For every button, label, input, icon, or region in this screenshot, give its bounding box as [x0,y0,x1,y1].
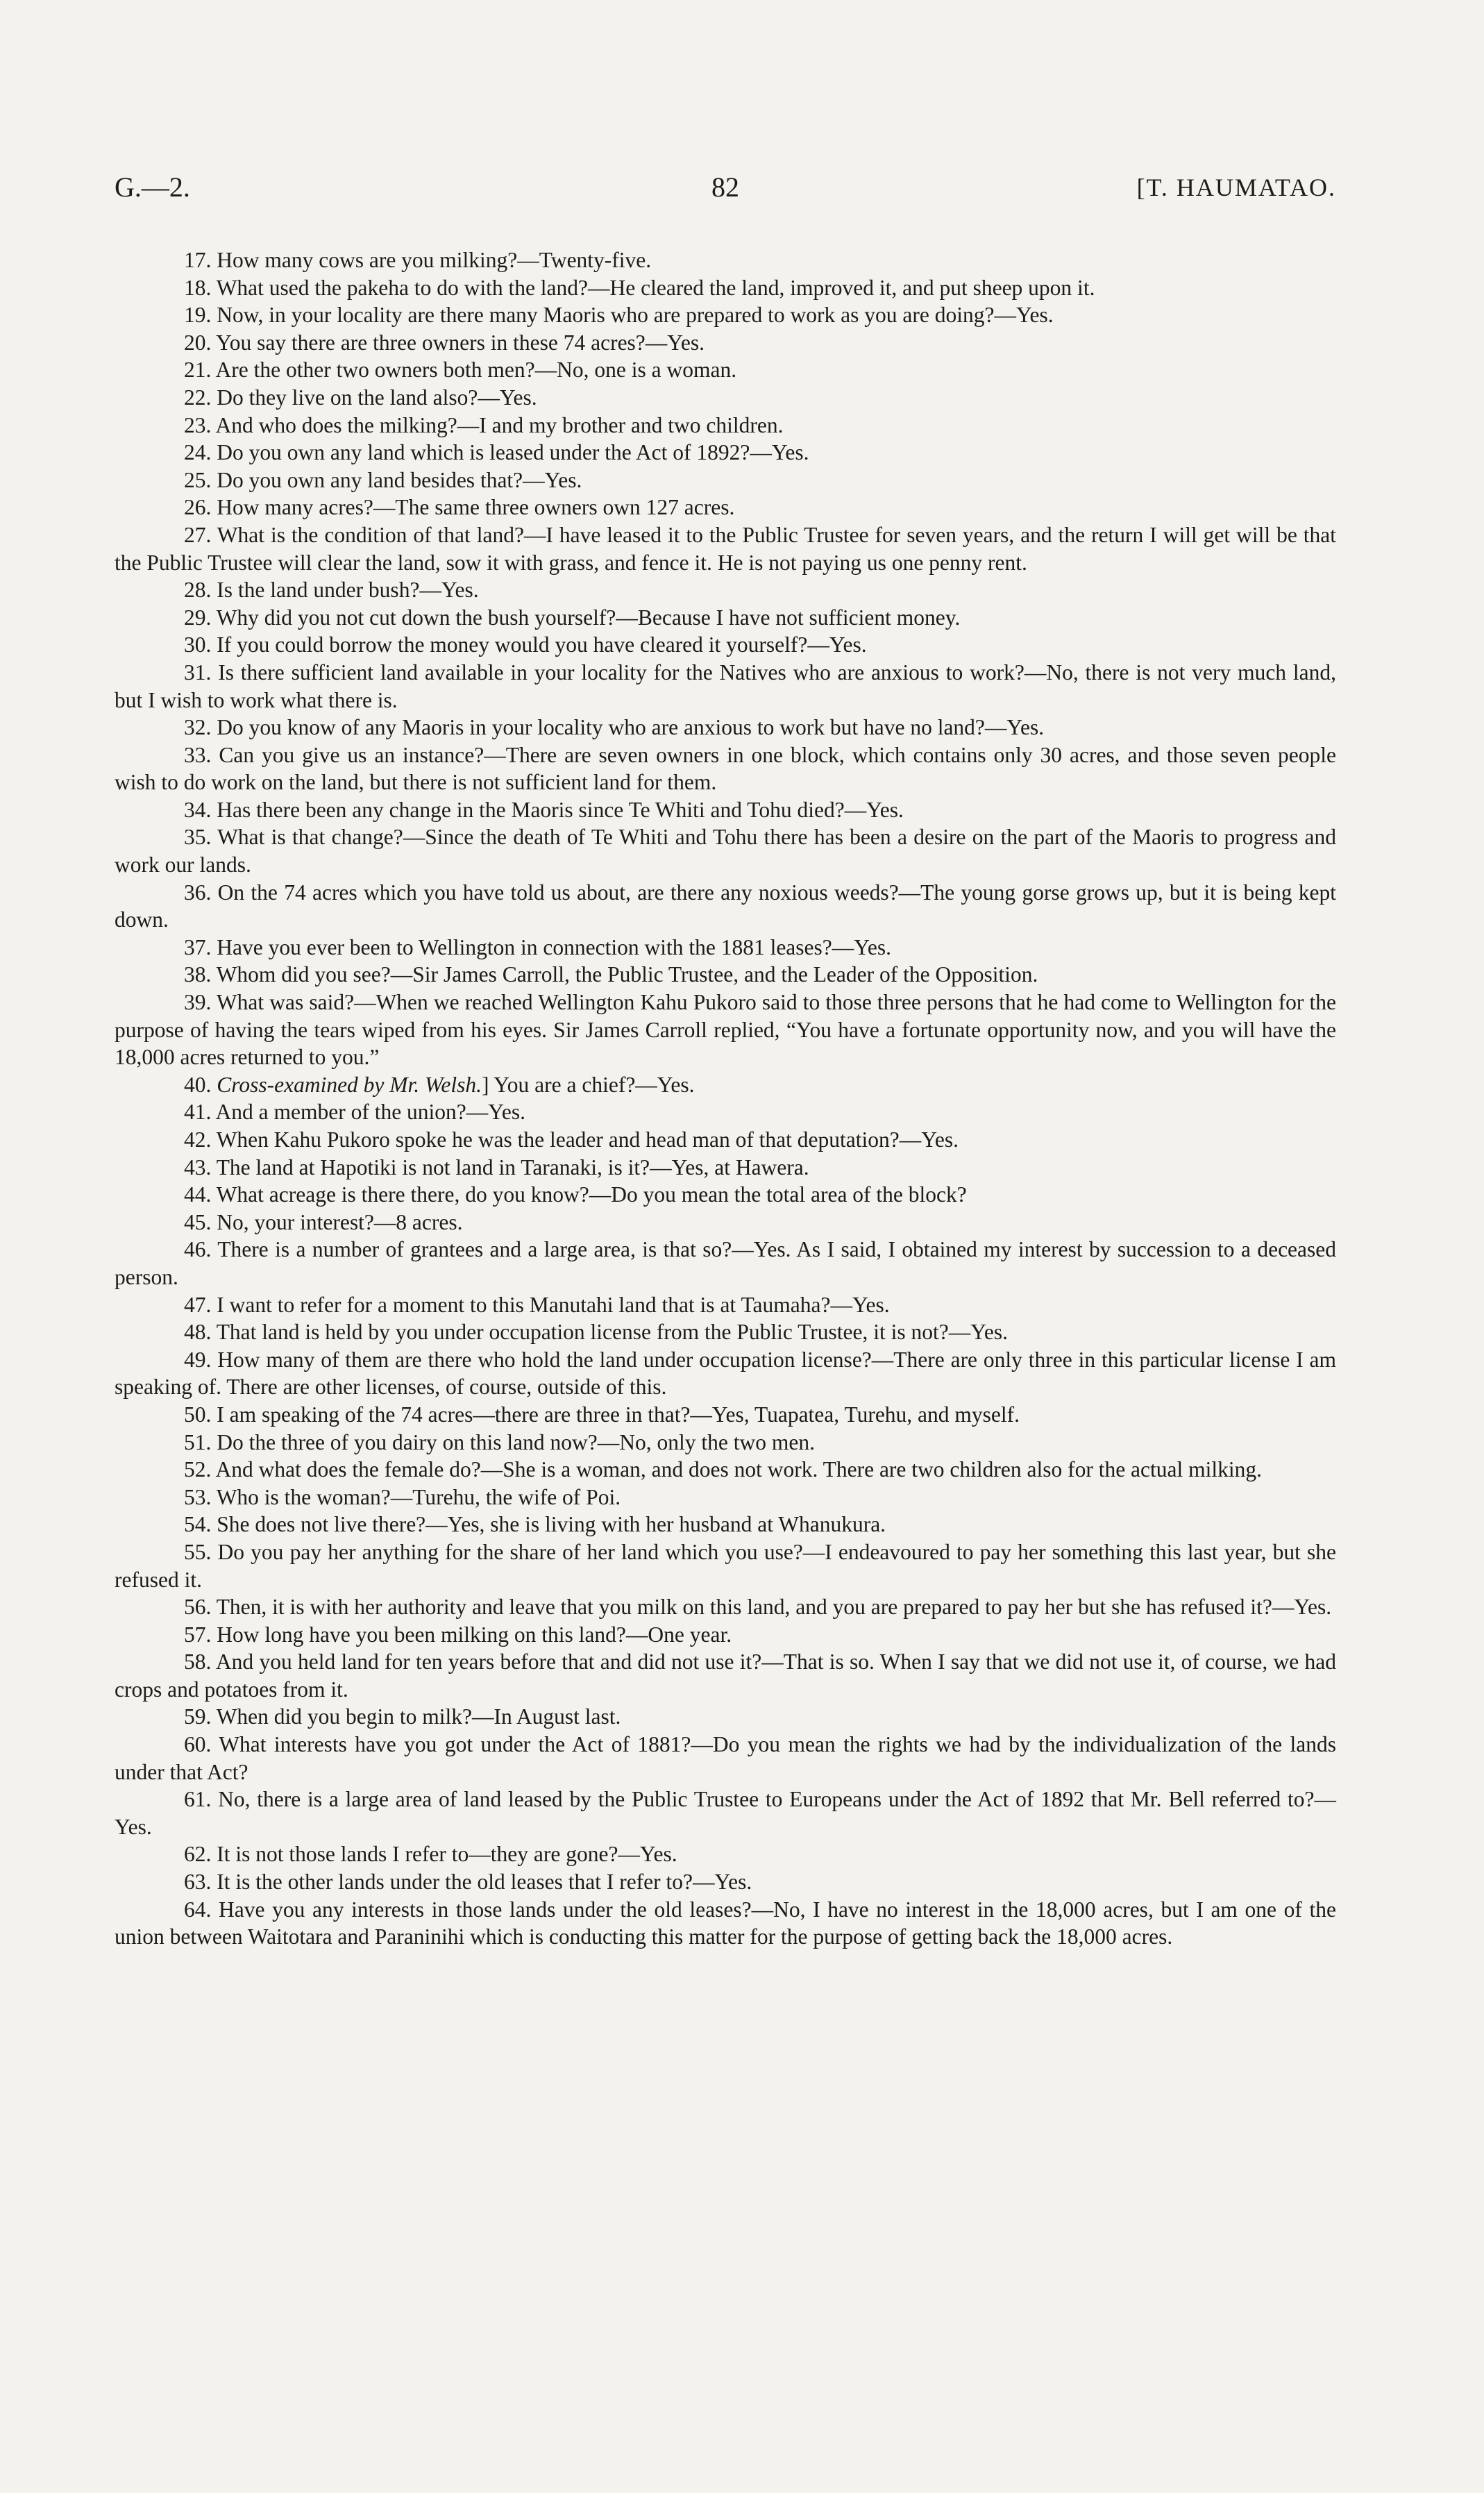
question-number: 39. [184,990,212,1015]
question-number: 34. [184,797,212,822]
question-number: 33. [184,742,212,767]
question-answer-text: Has there been any change in the Maoris since Te Whiti and Tohu died?—Yes. [217,797,904,822]
question-number: 48. [184,1320,212,1345]
testimony-paragraph [115,796,1336,824]
question-answer-text: How many cows are you milking?—Twenty-five. [217,248,652,272]
question-number: 21. [184,358,212,383]
question-number: 41. [184,1100,212,1125]
question-number: 35. [184,825,212,850]
question-answer-text: There is a number of grantees and a large area, is that so?—Yes. As I said, I obtained my interest by succession to a deceased person. [115,1237,1337,1289]
testimony-paragraph [115,631,1336,659]
question-number: 61. [184,1787,212,1812]
question-number: 63. [184,1870,212,1895]
question-answer-text: How many of them are there who hold the land under occupation license?—There are only three in this particular license I am speaking of. There are other licenses, of course, outside of this. [115,1347,1337,1400]
testimony-paragraph [115,301,1336,329]
testimony-paragraph [115,1429,1336,1457]
question-answer-text: I am speaking of the 74 acres—there are three in that?—Yes, Tuapatea, Turehu, and myself. [217,1402,1020,1427]
question-answer-text: What was said?—When we reached Wellington Kahu Pukoro said to those three persons that he had come to Wellington for the purpose of having the tears wiped from his eyes. Sir James Carroll replied, “You have a fortunate opportunity now, and you will have the 18,000 acres returned to you.” [115,990,1337,1070]
question-number: 57. [184,1622,212,1647]
question-answer-text: What is that change?—Since the death of Te Whiti and Tohu there has been a desire on the part of the Maoris to progress and work our lands. [115,825,1337,878]
question-number: 52. [184,1457,212,1482]
testimony-paragraph [115,823,1336,878]
testimony-paragraph [115,274,1336,302]
question-answer-text: What used the pakeha to do with the land?—He cleared the land, improved it, and put sheep upon it. [216,275,1095,300]
question-answer-text: It is the other lands under the old leases that I refer to?—Yes. [217,1870,752,1895]
testimony-paragraph [115,384,1336,412]
question-answer-text: It is not those lands I refer to—they are gone?—Yes. [217,1842,677,1867]
question-number: 40. [184,1072,212,1097]
testimony-paragraph [115,329,1336,357]
question-number: 23. [184,412,212,437]
question-number: 26. [184,495,212,520]
testimony-paragraph [115,1538,1336,1593]
testimony-paragraph [115,741,1336,796]
question-answer-text: Is the land under bush?—Yes. [217,578,479,603]
witness-name-header: [T. HAUMATAO. [1136,174,1336,201]
page-header [115,171,1336,222]
question-number: 25. [184,467,212,492]
question-number: 47. [184,1292,212,1317]
question-number: 18. [184,275,212,300]
testimony-paragraph [115,467,1336,494]
testimony-paragraph [115,1621,1336,1649]
question-number: 24. [184,440,212,465]
document-page [115,171,1337,1951]
testimony-paragraph [115,989,1336,1071]
question-answer-text: And a member of the union?—Yes. [215,1100,525,1125]
question-number: 30. [184,632,212,657]
testimony-paragraph [115,1456,1336,1484]
testimony-paragraph [115,356,1336,384]
question-answer-text: Whom did you see?—Sir James Carroll, the Public Trustee, and the Leader of the Opposition. [216,962,1038,987]
testimony-paragraph [115,576,1336,604]
question-answer-text: Do they live on the land also?—Yes. [217,385,537,410]
question-answer-text: And what does the female do?—She is a woman, and does not work. There are two children also for the actual milking. [215,1457,1263,1482]
question-number: 19. [184,303,212,328]
testimony-paragraph [115,1648,1336,1703]
question-answer-text: Do you own any land besides that?—Yes. [217,467,582,492]
testimony-paragraph [115,1786,1336,1840]
question-answer-text: The land at Hapotiki is not land in Taranaki, is it?—Yes, at Hawera. [216,1155,809,1180]
testimony-paragraph [115,1896,1336,1951]
testimony-paragraph [115,1593,1336,1621]
question-answer-text: Who is the woman?—Turehu, the wife of Poi. [216,1484,621,1509]
question-answer-text: She does not live there?—Yes, she is living with her husband at Whanukura. [217,1512,886,1537]
question-number: 17. [184,248,212,272]
question-number: 45. [184,1209,212,1234]
testimony-paragraph [115,1318,1336,1346]
question-number: 38. [184,962,212,987]
testimony-paragraph [115,1291,1336,1319]
testimony-paragraph [115,1071,1336,1099]
question-answer-text: When Kahu Pukoro spoke he was the leader and head man of that deputation?—Yes. [216,1127,959,1152]
question-answer-text: Can you give us an instance?—There are seven owners in one block, which contains only 30 acres, and those seven people wish to do work on the land, but there is not sufficient land for them. [115,742,1336,795]
question-answer-text: What interests have you got under the Act of 1881?—Do you mean the rights we had by the individualization of the lands under that Act? [115,1732,1336,1784]
testimony-paragraph [115,521,1336,576]
testimony-paragraph [115,494,1336,521]
cross-examination-label: Cross-examined by Mr. Welsh. [217,1072,482,1097]
question-number: 37. [184,934,212,959]
question-answer-text: If you could borrow the money would you have cleared it yourself?—Yes. [217,632,867,657]
question-number: 43. [184,1155,212,1180]
testimony-paragraph [115,714,1336,741]
question-number: 32. [184,715,212,740]
question-answer-text: Then, it is with her authority and leave that you milk on this land, and you are prepared to pay her but she has refused it?—Yes. [216,1595,1332,1620]
testimony-paragraph [115,246,1336,274]
question-number: 58. [184,1650,212,1674]
testimony-paragraph [115,659,1336,714]
question-answer-text: Do you know of any Maoris in your locality who are anxious to work but have no land?—Yes. [217,715,1045,740]
question-answer-text: You say there are three owners in these 74 acres?—Yes. [216,330,705,355]
question-answer-text: That land is held by you under occupation license from the Public Trustee, it is not?—Yes. [216,1320,1008,1345]
question-number: 59. [184,1704,212,1729]
question-number: 51. [184,1429,212,1454]
question-answer-text: When did you begin to milk?—In August last. [216,1704,621,1729]
testimony-paragraph [115,1346,1336,1401]
question-answer-text: No, there is a large area of land leased by the Public Trustee to Europeans under the Act of 1892 that Mr. Bell referred to?—Yes. [115,1787,1337,1839]
question-answer-text: Why did you not cut down the bush yourself?—Because I have not sufficient money. [216,605,961,630]
question-answer-text: How many acres?—The same three owners own 127 acres. [217,495,735,520]
question-number: 29. [184,605,212,630]
testimony-paragraph [115,879,1336,934]
question-number: 22. [184,385,212,410]
question-number: 20. [184,330,212,355]
testimony-paragraph [115,1484,1336,1511]
question-number: 42. [184,1127,212,1152]
question-answer-text: And you held land for ten years before that and did not use it?—That is so. When I say that we did not use it, of course, we had crops and potatoes from it. [115,1650,1337,1702]
testimony-paragraph [115,1703,1336,1731]
testimony-paragraph [115,1868,1336,1896]
question-number: 31. [184,660,212,685]
testimony-paragraph [115,604,1336,632]
testimony-paragraph [115,412,1336,439]
page-number: 82 [711,171,739,203]
question-answer-text: I want to refer for a moment to this Manutahi land that is at Taumaha?—Yes. [217,1292,890,1317]
testimony-paragraph [115,1126,1336,1154]
question-number: 55. [184,1539,212,1564]
question-answer-text: No, your interest?—8 acres. [217,1209,463,1234]
question-answer-text: On the 74 acres which you have told us about, are there any noxious weeds?—The young gorse grows up, but it is being kept down. [115,880,1336,932]
question-number: 60. [184,1732,212,1757]
testimony-paragraph [115,1401,1336,1429]
question-answer-text: How long have you been milking on this land?—One year. [217,1622,732,1647]
question-answer-text: Have you ever been to Wellington in connection with the 1881 leases?—Yes. [217,934,891,959]
question-number: 28. [184,578,212,603]
testimony-paragraph [115,1181,1336,1209]
question-answer-text: What acreage is there there, do you know?—Do you mean the total area of the block? [216,1182,967,1207]
question-answer-text: What is the condition of that land?—I have leased it to the Public Trustee for seven years, and the return I will get will be that the Public Trustee will clear the land, sow it with grass, and fence it. He is not paying us one penny rent. [115,522,1337,575]
question-number: 64. [184,1897,212,1922]
question-number: 56. [184,1595,212,1620]
question-answer-text: Do the three of you dairy on this land now?—No, only the two men. [217,1429,815,1454]
question-answer-text: Now, in your locality are there many Maoris who are prepared to work as you are doing?—Yes. [217,303,1054,328]
testimony-body [115,246,1336,1951]
question-number: 62. [184,1842,212,1867]
question-number: 27. [184,522,212,547]
question-number: 49. [184,1347,212,1372]
question-number: 53. [184,1484,212,1509]
question-number: 46. [184,1237,212,1262]
question-answer-text: And who does the milking?—I and my brother and two children. [215,412,784,437]
testimony-paragraph [115,1098,1336,1126]
question-number: 36. [184,880,212,905]
question-number: 50. [184,1402,212,1427]
question-answer-text: Is there sufficient land available in your locality for the Natives who are anxious to work?—No, there is not very much land, but I wish to work what there is. [115,660,1336,712]
question-answer-text: Have you any interests in those lands under the old leases?—No, I have no interest in the 18,000 acres, but I am one of the union between Waitotara and Paraninihi which is conducting this matter for the purpose of getting back the 18,000 acres. [115,1897,1337,1949]
question-answer-text: Are the other two owners both men?—No, one is a woman. [215,358,737,383]
testimony-paragraph [115,1236,1336,1291]
testimony-paragraph [115,1840,1336,1868]
testimony-paragraph [115,1731,1336,1786]
question-answer-text: Do you pay her anything for the share of her land which you use?—I endeavoured to pay her something this last year, but she refused it. [115,1539,1336,1592]
testimony-paragraph [115,1511,1336,1538]
question-answer-text: Do you own any land which is leased under the Act of 1892?—Yes. [217,440,809,465]
testimony-paragraph [115,934,1336,962]
question-number: 44. [184,1182,212,1207]
parliamentary-paper-reference: G.—2. [115,171,190,203]
question-number: 54. [184,1512,212,1537]
question-answer-text: ] You are a chief?—Yes. [482,1072,695,1097]
testimony-paragraph [115,1154,1336,1182]
testimony-paragraph [115,439,1336,467]
testimony-paragraph [115,1209,1336,1236]
testimony-paragraph [115,961,1336,989]
